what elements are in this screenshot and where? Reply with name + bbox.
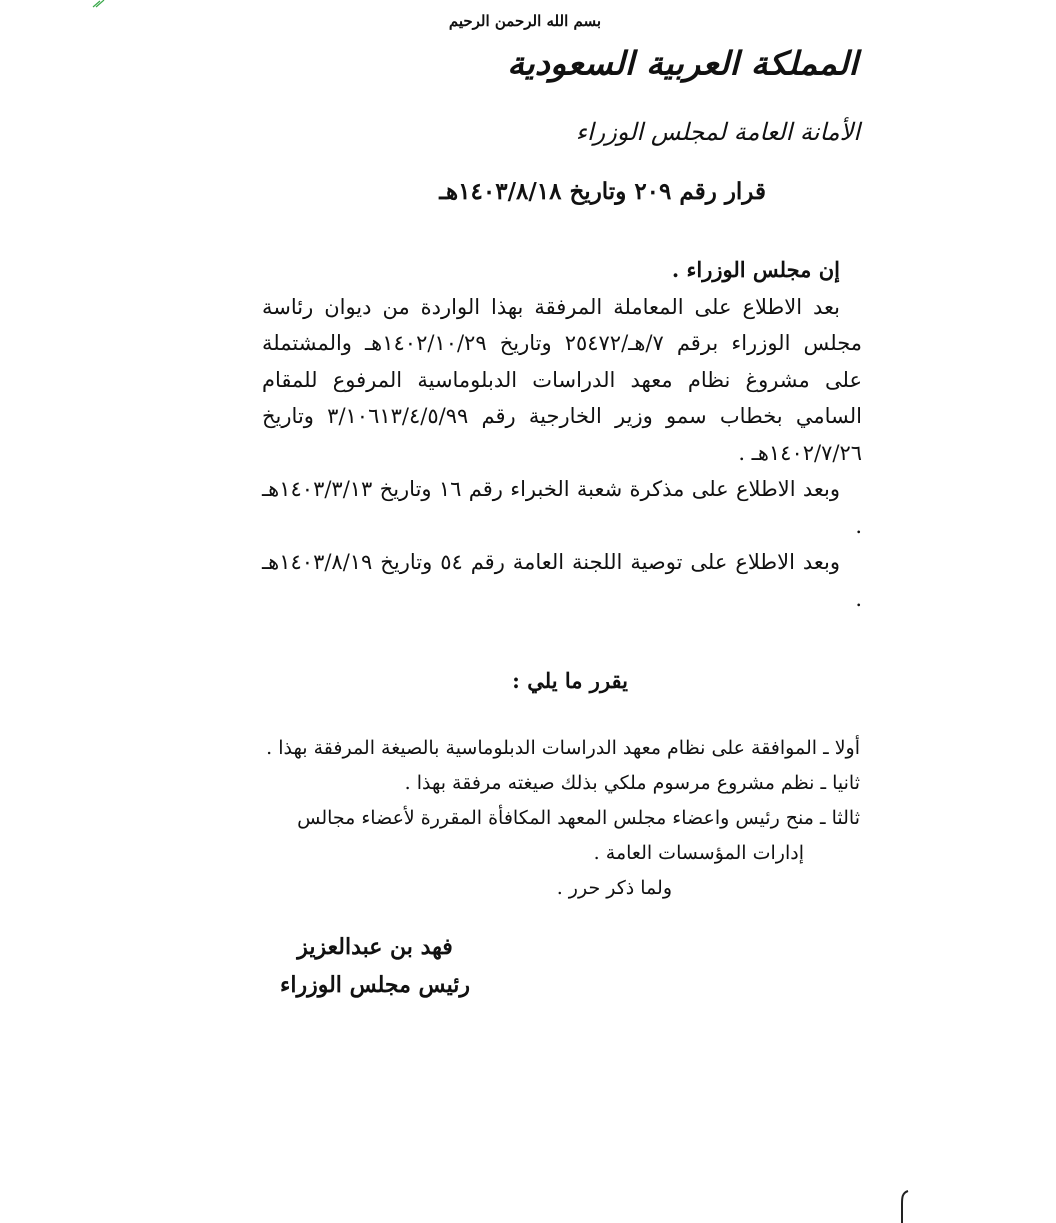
item-label: أولا ـ <box>823 737 860 759</box>
item-label: ثانيا ـ <box>820 772 860 794</box>
resolution-item-3-continuation: إدارات المؤسسات العامة . <box>593 842 804 864</box>
secretariat-letterhead: الأمانة العامة لمجلس الوزراء <box>575 118 860 146</box>
page-edge-mark <box>898 1190 912 1223</box>
item-text: الموافقة على نظام معهد الدراسات الدبلوماسية بالصيغة المرفقة بهذا . <box>266 737 818 759</box>
resolution-item-1 <box>262 731 860 766</box>
signatory-title: رئيس مجلس الوزراء <box>280 972 470 998</box>
basmala-heading: بسم الله الرحمن الرحيم <box>448 12 601 30</box>
kingdom-letterhead: المملكة العربية السعودية <box>507 45 858 83</box>
item-label: ثالثا ـ <box>820 807 860 829</box>
closing-line: ولما ذكر حرر . <box>556 877 672 899</box>
resolves-heading: يقرر ما يلي : <box>512 668 628 693</box>
preamble-paragraph-3: وبعد الاطلاع على توصية اللجنة العامة رقم ٥٤ وتاريخ ١٤٠٣/٨/١٩هـ . <box>262 550 862 611</box>
signature-block <box>280 928 470 1004</box>
opening-line: إن مجلس الوزراء . <box>671 257 840 282</box>
item-text: منح رئيس واعضاء مجلس المعهد المكافأة المقررة لأعضاء مجالس <box>297 807 814 829</box>
resolution-item-3 <box>262 801 860 836</box>
resolution-item-2 <box>262 766 860 801</box>
preamble-paragraph-2: وبعد الاطلاع على مذكرة شعبة الخبراء رقم ١٦ وتاريخ ١٤٠٣/٣/١٣هـ . <box>262 477 862 538</box>
item-text: نظم مشروع مرسوم ملكي بذلك صيغته مرفقة بهذا . <box>404 772 815 794</box>
decision-title: قرار رقم ٢٠٩ وتاريخ ١٤٠٣/٨/١٨هـ <box>439 178 766 205</box>
resolution-items <box>262 731 860 906</box>
green-corner-mark <box>92 0 108 8</box>
decision-body <box>262 252 862 617</box>
preamble-paragraph-1: بعد الاطلاع على المعاملة المرفقة بهذا الواردة من ديوان رئاسة مجلس الوزراء برقم ٧/هـ/٢٥٤٧٢ وتاريخ ١٤٠٢/١٠/٢٩هـ والمشتملة على مشروغ نظام معهد الدراسات الدبلوماسية المرفوع للمقام السامي بخطاب سمو وزير الخارجية رقم ٣/١٠٦١٣/٤/٥/٩٩ وتاريخ ١٤٠٢/٧/٢٦هـ . <box>262 294 863 465</box>
signatory-name: فهد بن عبدالعزيز <box>297 934 453 960</box>
